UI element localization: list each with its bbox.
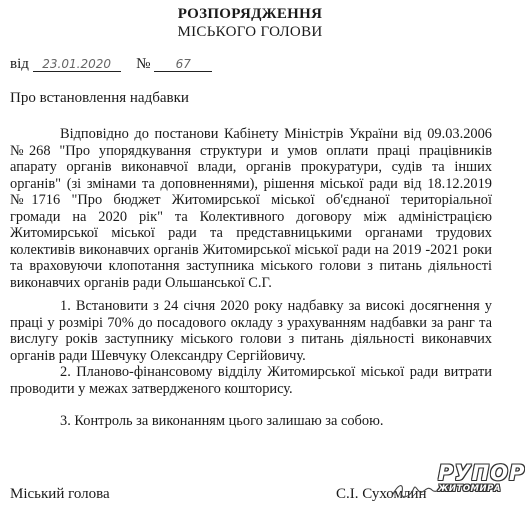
- date-value: 23.01.2020: [33, 57, 121, 72]
- document-subtitle: МІСЬКОГО ГОЛОВИ: [177, 24, 323, 40]
- order-item-3: 3. Контроль за виконанням цього залишаю за собою.: [60, 413, 384, 429]
- order-item-1: 1. Встановити з 24 січня 2020 року надбавку за високі досягнення у праці у розмірі 70% до посадового окладу з урахуванням надбавки за ранг та вислугу років заступнику міського голови з питань діяльності виконавчих органів ради Шевчуку Олександру Сергійовичу.: [10, 298, 492, 364]
- watermark-line-1: РУПОР: [438, 461, 525, 485]
- order-item-2: 2. Планово-фінансовому відділу Житомирської міської ради витрати проводити у межах затвердженого кошторису.: [10, 364, 492, 397]
- document-subject: Про встановлення надбавки: [10, 90, 189, 106]
- watermark-logo: [438, 461, 525, 517]
- signatory-position: Міський голова: [10, 486, 110, 502]
- document-title: РОЗПОРЯДЖЕННЯ: [177, 6, 323, 22]
- signatory-name: С.І. Сухомлин: [336, 486, 427, 502]
- date-number-line: [10, 56, 212, 73]
- date-prefix: від: [10, 56, 29, 72]
- number-prefix: №: [136, 56, 151, 72]
- number-value: 67: [154, 57, 212, 72]
- watermark-line-2: ЖИТОМИРА: [438, 484, 501, 494]
- intro-paragraph: Відповідно до постанови Кабінету Міністрів України від 09.03.2006 №268 "Про упорядкування структури и умов оплати праці працівників апарату органів виконавчої влади, органів прокуратури, судів та інших органів" (зі змінами та доповненнями), рішення міської ради від 18.12.2019 №1716 "Про бюджет Житомирської міської об'єднаної територіальної громади на 2020 рік" та Колективного договору між адміністрацією Житомирської міської ради та представницькими органами трудових колективів виконавчих органів Житомирської міської ради на 2019 -2021 роки та враховуючи клопотання заступника міського голови з питань діяльності виконавчих органів ради Ольшанської С.Г.: [10, 126, 492, 291]
